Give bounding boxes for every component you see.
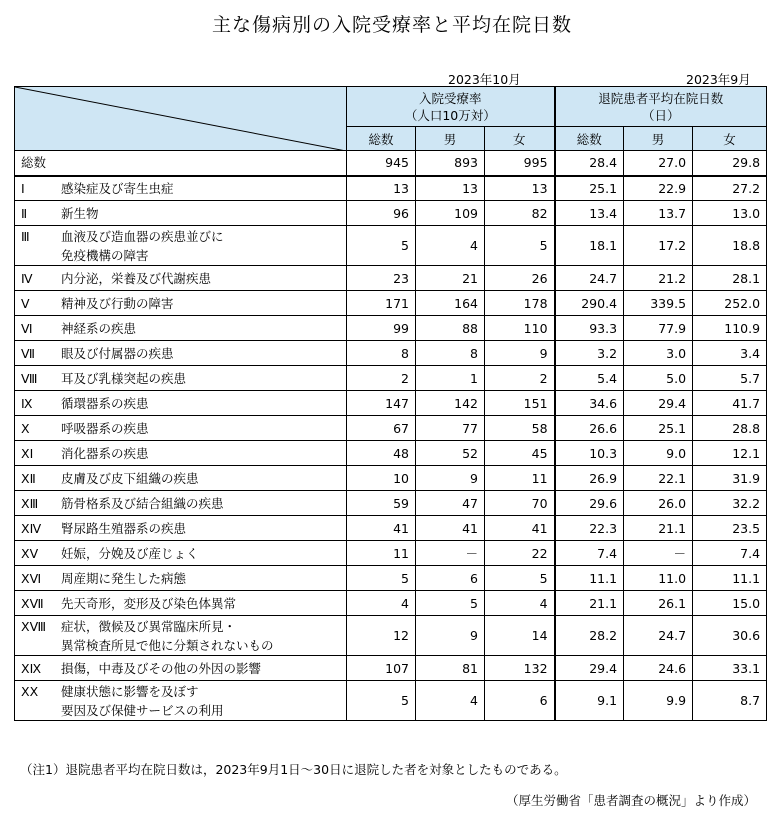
cell-value: 26: [485, 266, 555, 291]
cell-value: 21.1: [624, 516, 693, 541]
row-name: 腎尿路生殖器系の疾患: [61, 520, 187, 536]
cell-value: 2: [347, 366, 416, 391]
cell-value: 11.1: [555, 566, 624, 591]
cell-value: 26.9: [555, 466, 624, 491]
cell-value: 29.6: [555, 491, 624, 516]
cell-value: 23.5: [693, 516, 767, 541]
cell-value: 12.1: [693, 441, 767, 466]
cell-value: 34.6: [555, 391, 624, 416]
sub-header-4: 男: [624, 127, 693, 151]
cell-value: 48: [347, 441, 416, 466]
table-row: [15, 176, 767, 201]
cell-value: 9.9: [624, 681, 693, 721]
cell-value: 24.6: [624, 656, 693, 681]
row-roman-numeral: ⅩⅣ: [21, 520, 42, 536]
cell-value: 67: [347, 416, 416, 441]
cell-value: 4: [416, 226, 485, 266]
cell-value: 2: [485, 366, 555, 391]
row-label: [15, 541, 347, 566]
row-name: 周産期に発生した病態: [61, 570, 187, 586]
cell-value: 339.5: [624, 291, 693, 316]
table-row: [15, 151, 767, 176]
cell-value: 13.0: [693, 201, 767, 226]
cell-value: 10.3: [555, 441, 624, 466]
row-name: 眼及び付属器の疾患: [61, 345, 174, 361]
row-name: 先天奇形，変形及び染色体異常: [61, 595, 237, 611]
row-label: [15, 466, 347, 491]
row-label: [15, 316, 347, 341]
row-name: 損傷，中毒及びその他の外因の影響: [61, 660, 262, 676]
cell-value: 41: [347, 516, 416, 541]
cell-value: 81: [416, 656, 485, 681]
row-name: 感染症及び寄生虫症: [61, 180, 174, 196]
footnote: （注1）退院患者平均在院日数は，2023年9月1日～30日に退院した者を対象としたものである。: [20, 762, 567, 777]
table-row: [15, 656, 767, 681]
cell-value: 290.4: [555, 291, 624, 316]
cell-value: 5.0: [624, 366, 693, 391]
table-row: [15, 466, 767, 491]
cell-value: 3.0: [624, 341, 693, 366]
group-header-days-line2: （日）: [642, 107, 680, 123]
cell-value: 9.1: [555, 681, 624, 721]
row-name: 筋骨格系及び結合組織の疾患: [61, 495, 224, 511]
cell-value: 13: [347, 176, 416, 201]
cell-value: 29.4: [555, 656, 624, 681]
row-label: [15, 616, 347, 656]
cell-value: 178: [485, 291, 555, 316]
cell-value: 107: [347, 656, 416, 681]
cell-value: 22.3: [555, 516, 624, 541]
sub-header-0: 総数: [347, 127, 416, 151]
cell-value: 5: [347, 226, 416, 266]
sub-header-5: 女: [693, 127, 767, 151]
cell-value: 4: [347, 591, 416, 616]
cell-value: 25.1: [624, 416, 693, 441]
cell-value: 58: [485, 416, 555, 441]
row-label: [15, 516, 347, 541]
row-roman-numeral: Ⅸ: [21, 395, 33, 411]
table-row: [15, 391, 767, 416]
sub-header-1: 男: [416, 127, 485, 151]
row-name-continued: 異常検査所見で他に分類されないもの: [61, 637, 274, 653]
cell-value: 33.1: [693, 656, 767, 681]
row-label: [15, 491, 347, 516]
cell-value: 27.0: [624, 151, 693, 176]
cell-value: 995: [485, 151, 555, 176]
table-row: [15, 316, 767, 341]
cell-value: 9.0: [624, 441, 693, 466]
cell-value: 11.0: [624, 566, 693, 591]
cell-value: 6: [485, 681, 555, 721]
cell-value: 29.4: [624, 391, 693, 416]
row-name: 血液及び造血器の疾患並びに: [61, 228, 224, 244]
cell-value: 252.0: [693, 291, 767, 316]
table-row: [15, 341, 767, 366]
table-row: [15, 516, 767, 541]
row-roman-numeral: Ⅲ: [21, 228, 30, 244]
cell-value: 151: [485, 391, 555, 416]
cell-value: 3.2: [555, 341, 624, 366]
row-roman-numeral: Ⅶ: [21, 345, 35, 361]
row-name: 消化器系の疾患: [61, 445, 149, 461]
row-name-continued: 免疫機構の障害: [61, 247, 149, 263]
table-row: [15, 591, 767, 616]
row-roman-numeral: ⅩⅤ: [21, 545, 39, 561]
cell-value: 23: [347, 266, 416, 291]
table-row: [15, 226, 767, 266]
cell-value: 24.7: [624, 616, 693, 656]
row-roman-numeral: Ⅰ: [21, 180, 25, 196]
group-header-rate-line1: 入院受療率: [419, 90, 482, 106]
cell-value: 70: [485, 491, 555, 516]
cell-value: 22.1: [624, 466, 693, 491]
cell-value: 27.2: [693, 176, 767, 201]
row-roman-numeral: ⅩⅩ: [21, 683, 39, 699]
diagonal-line: [15, 87, 346, 151]
row-name: 神経系の疾患: [61, 320, 137, 336]
row-label: [15, 441, 347, 466]
row-roman-numeral: Ⅷ: [21, 370, 38, 386]
cell-value: 13: [485, 176, 555, 201]
cell-value: 7.4: [555, 541, 624, 566]
cell-value: 110: [485, 316, 555, 341]
cell-value: 26.0: [624, 491, 693, 516]
cell-value: 5: [347, 566, 416, 591]
row-roman-numeral: Ⅳ: [21, 270, 33, 286]
row-label: [15, 201, 347, 226]
date-right: 2023年9月: [686, 72, 751, 87]
row-roman-numeral: ⅩⅦ: [21, 595, 44, 611]
row-roman-numeral: ⅩⅧ: [21, 618, 47, 634]
row-roman-numeral: Ⅴ: [21, 295, 30, 311]
cell-value: 5.4: [555, 366, 624, 391]
cell-value: 5: [416, 591, 485, 616]
row-name-continued: 要因及び保健サービスの利用: [61, 702, 224, 718]
cell-value: 28.8: [693, 416, 767, 441]
cell-value: 9: [416, 616, 485, 656]
cell-value: 132: [485, 656, 555, 681]
cell-value: 171: [347, 291, 416, 316]
cell-value: 147: [347, 391, 416, 416]
row-roman-numeral: ⅩⅠ: [21, 445, 34, 461]
row-label: [15, 291, 347, 316]
cell-value: 96: [347, 201, 416, 226]
cell-value: 4: [485, 591, 555, 616]
cell-value: 29.8: [693, 151, 767, 176]
row-name: 総数: [21, 155, 47, 171]
cell-value: 164: [416, 291, 485, 316]
cell-value: 22.9: [624, 176, 693, 201]
cell-value: 7.4: [693, 541, 767, 566]
cell-value: 5.7: [693, 366, 767, 391]
table-row: [15, 541, 767, 566]
cell-value: 13.7: [624, 201, 693, 226]
row-label: [15, 681, 347, 721]
cell-value: 13.4: [555, 201, 624, 226]
row-roman-numeral: ⅩⅥ: [21, 570, 42, 586]
table-row: [15, 616, 767, 656]
cell-value: 8: [416, 341, 485, 366]
cell-value: 11.1: [693, 566, 767, 591]
cell-value: 9: [485, 341, 555, 366]
table-row: [15, 491, 767, 516]
cell-value: 13: [416, 176, 485, 201]
row-roman-numeral: ⅩⅡ: [21, 470, 36, 486]
row-roman-numeral: Ⅵ: [21, 320, 33, 336]
cell-value: 26.1: [624, 591, 693, 616]
row-name: 呼吸器系の疾患: [61, 420, 149, 436]
group-header-rate: [347, 87, 555, 127]
row-label: [15, 366, 347, 391]
row-label: [15, 176, 347, 201]
row-label: [15, 341, 347, 366]
cell-value: 945: [347, 151, 416, 176]
cell-value: 17.2: [624, 226, 693, 266]
row-roman-numeral: ⅩⅨ: [21, 660, 42, 676]
page-title: 主な傷病別の入院受療率と平均在院日数: [211, 14, 572, 36]
cell-value: 21.2: [624, 266, 693, 291]
group-header-days: [555, 87, 767, 127]
cell-value: 8: [347, 341, 416, 366]
row-name: 健康状態に影響を及ぼす: [61, 683, 199, 699]
cell-value: －: [416, 541, 485, 566]
cell-value: 142: [416, 391, 485, 416]
row-roman-numeral: ⅩⅢ: [21, 495, 39, 511]
table-row: [15, 266, 767, 291]
cell-value: 5: [485, 566, 555, 591]
row-name: 内分泌，栄養及び代謝疾患: [61, 270, 212, 286]
cell-value: 15.0: [693, 591, 767, 616]
cell-value: 93.3: [555, 316, 624, 341]
row-roman-numeral: Ⅱ: [21, 205, 28, 221]
row-name: 循環器系の疾患: [61, 395, 149, 411]
table-row: [15, 201, 767, 226]
row-name: 症状，徴候及び異常臨床所見・: [61, 618, 237, 634]
cell-value: －: [624, 541, 693, 566]
header-diagonal-cell: [15, 87, 347, 151]
source-note: （厚生労働省「患者調査の概況」より作成）: [505, 793, 756, 808]
cell-value: 893: [416, 151, 485, 176]
cell-value: 28.2: [555, 616, 624, 656]
cell-value: 47: [416, 491, 485, 516]
cell-value: 21: [416, 266, 485, 291]
cell-value: 31.9: [693, 466, 767, 491]
cell-value: 28.4: [555, 151, 624, 176]
cell-value: 22: [485, 541, 555, 566]
row-label: [15, 591, 347, 616]
cell-value: 9: [416, 466, 485, 491]
row-name: 精神及び行動の障害: [61, 295, 174, 311]
row-label: [15, 226, 347, 266]
cell-value: 11: [347, 541, 416, 566]
sub-header-3: 総数: [555, 127, 624, 151]
cell-value: 12: [347, 616, 416, 656]
cell-value: 59: [347, 491, 416, 516]
row-name: 妊娠，分娩及び産じょく: [61, 545, 199, 561]
cell-value: 45: [485, 441, 555, 466]
cell-value: 110.9: [693, 316, 767, 341]
cell-value: 24.7: [555, 266, 624, 291]
cell-value: 109: [416, 201, 485, 226]
table-row: [15, 566, 767, 591]
cell-value: 6: [416, 566, 485, 591]
cell-value: 41: [485, 516, 555, 541]
cell-value: 4: [416, 681, 485, 721]
row-name: 耳及び乳様突起の疾患: [61, 370, 187, 386]
cell-value: 28.1: [693, 266, 767, 291]
cell-value: 5: [347, 681, 416, 721]
cell-value: 14: [485, 616, 555, 656]
cell-value: 18.8: [693, 226, 767, 266]
cell-value: 26.6: [555, 416, 624, 441]
table-row: [15, 441, 767, 466]
row-label: [15, 566, 347, 591]
row-label: [15, 391, 347, 416]
row-label: [15, 656, 347, 681]
row-name: 皮膚及び皮下組織の疾患: [61, 470, 199, 486]
table-row: [15, 291, 767, 316]
cell-value: 32.2: [693, 491, 767, 516]
cell-value: 41: [416, 516, 485, 541]
cell-value: 11: [485, 466, 555, 491]
cell-value: 5: [485, 226, 555, 266]
row-label: [15, 151, 347, 176]
data-table: [14, 86, 767, 721]
row-roman-numeral: Ⅹ: [21, 420, 30, 436]
cell-value: 99: [347, 316, 416, 341]
row-label: [15, 416, 347, 441]
cell-value: 1: [416, 366, 485, 391]
table-row: [15, 366, 767, 391]
cell-value: 77.9: [624, 316, 693, 341]
cell-value: 3.4: [693, 341, 767, 366]
cell-value: 8.7: [693, 681, 767, 721]
date-left: 2023年10月: [448, 72, 521, 87]
cell-value: 21.1: [555, 591, 624, 616]
cell-value: 41.7: [693, 391, 767, 416]
cell-value: 30.6: [693, 616, 767, 656]
group-header-days-line1: 退院患者平均在院日数: [598, 90, 724, 106]
table-row: [15, 416, 767, 441]
sub-header-2: 女: [485, 127, 555, 151]
row-name: 新生物: [61, 205, 99, 221]
cell-value: 10: [347, 466, 416, 491]
cell-value: 82: [485, 201, 555, 226]
cell-value: 88: [416, 316, 485, 341]
table-row: [15, 681, 767, 721]
row-label: [15, 266, 347, 291]
cell-value: 25.1: [555, 176, 624, 201]
group-header-rate-line2: （人口10万対）: [404, 107, 496, 123]
cell-value: 52: [416, 441, 485, 466]
cell-value: 77: [416, 416, 485, 441]
cell-value: 18.1: [555, 226, 624, 266]
